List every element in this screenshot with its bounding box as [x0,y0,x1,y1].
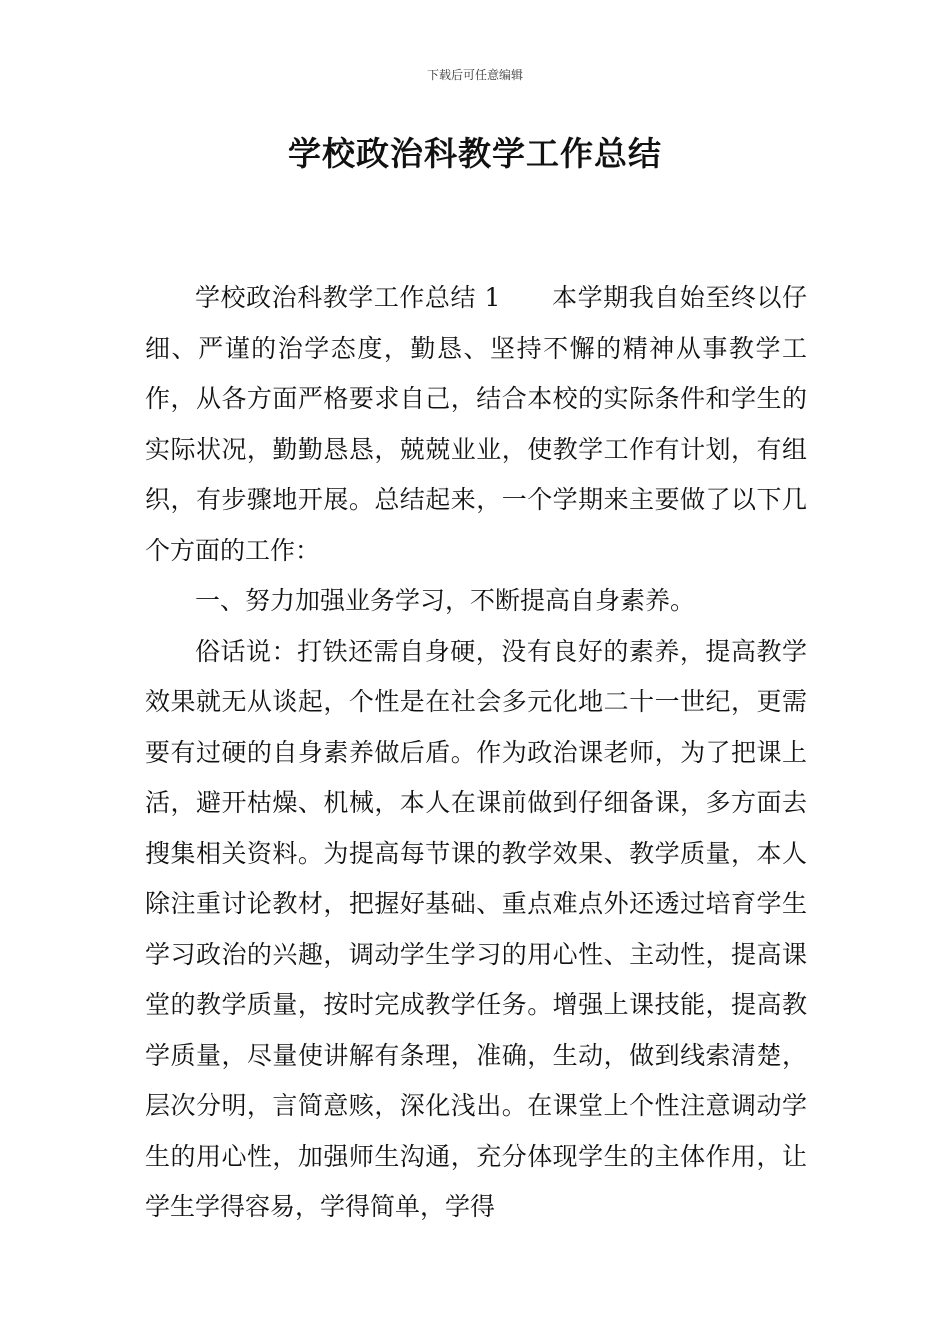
header-note: 下载后可任意编辑 [426,68,523,82]
paragraph-intro: 学校政治科教学工作总结 1 本学期我自始至终以仔细、严谨的治学态度，勤恳、坚持不懈的精神从事教学工作，从各方面严格要求自己，结合本校的实际条件和学生的实际状况，勤勤恳恳，兢兢业业，使教学工作有计划，有组织，有步骤地开展。总结起来，一个学期来主要做了以下几个方面的工作： [145,283,807,565]
paragraph-section-heading: 一、努力加强业务学习，不断提高自身素养。 [195,586,696,615]
document-body [145,273,807,1233]
paragraph-body: 俗话说：打铁还需自身硬，没有良好的素养，提高教学效果就无从谈起，个性是在社会多元化地二十一世纪，更需要有过硬的自身素养做后盾。作为政治课老师，为了把课上活，避开枯燥、机械，本人在课前做到仔细备课，多方面去搜集相关资料。为提高每节课的教学效果、教学质量，本人除注重讨论教材，把握好基础、重点难点外还透过培育学生学习政治的兴趣，调动学生学习的用心性、主动性，提高课堂的教学质量，按时完成教学任务。增强上课技能，提高教学质量，尽量使讲解有条理，准确，生动，做到线索清楚，层次分明，言简意赅，深化浅出。在课堂上个性注意调动学生的用心性，加强师生沟通，充分体现学生的主体作用，让学生学得容易，学得简单，学得 [145,636,807,1221]
document-title: 学校政治科教学工作总结 [288,134,662,173]
